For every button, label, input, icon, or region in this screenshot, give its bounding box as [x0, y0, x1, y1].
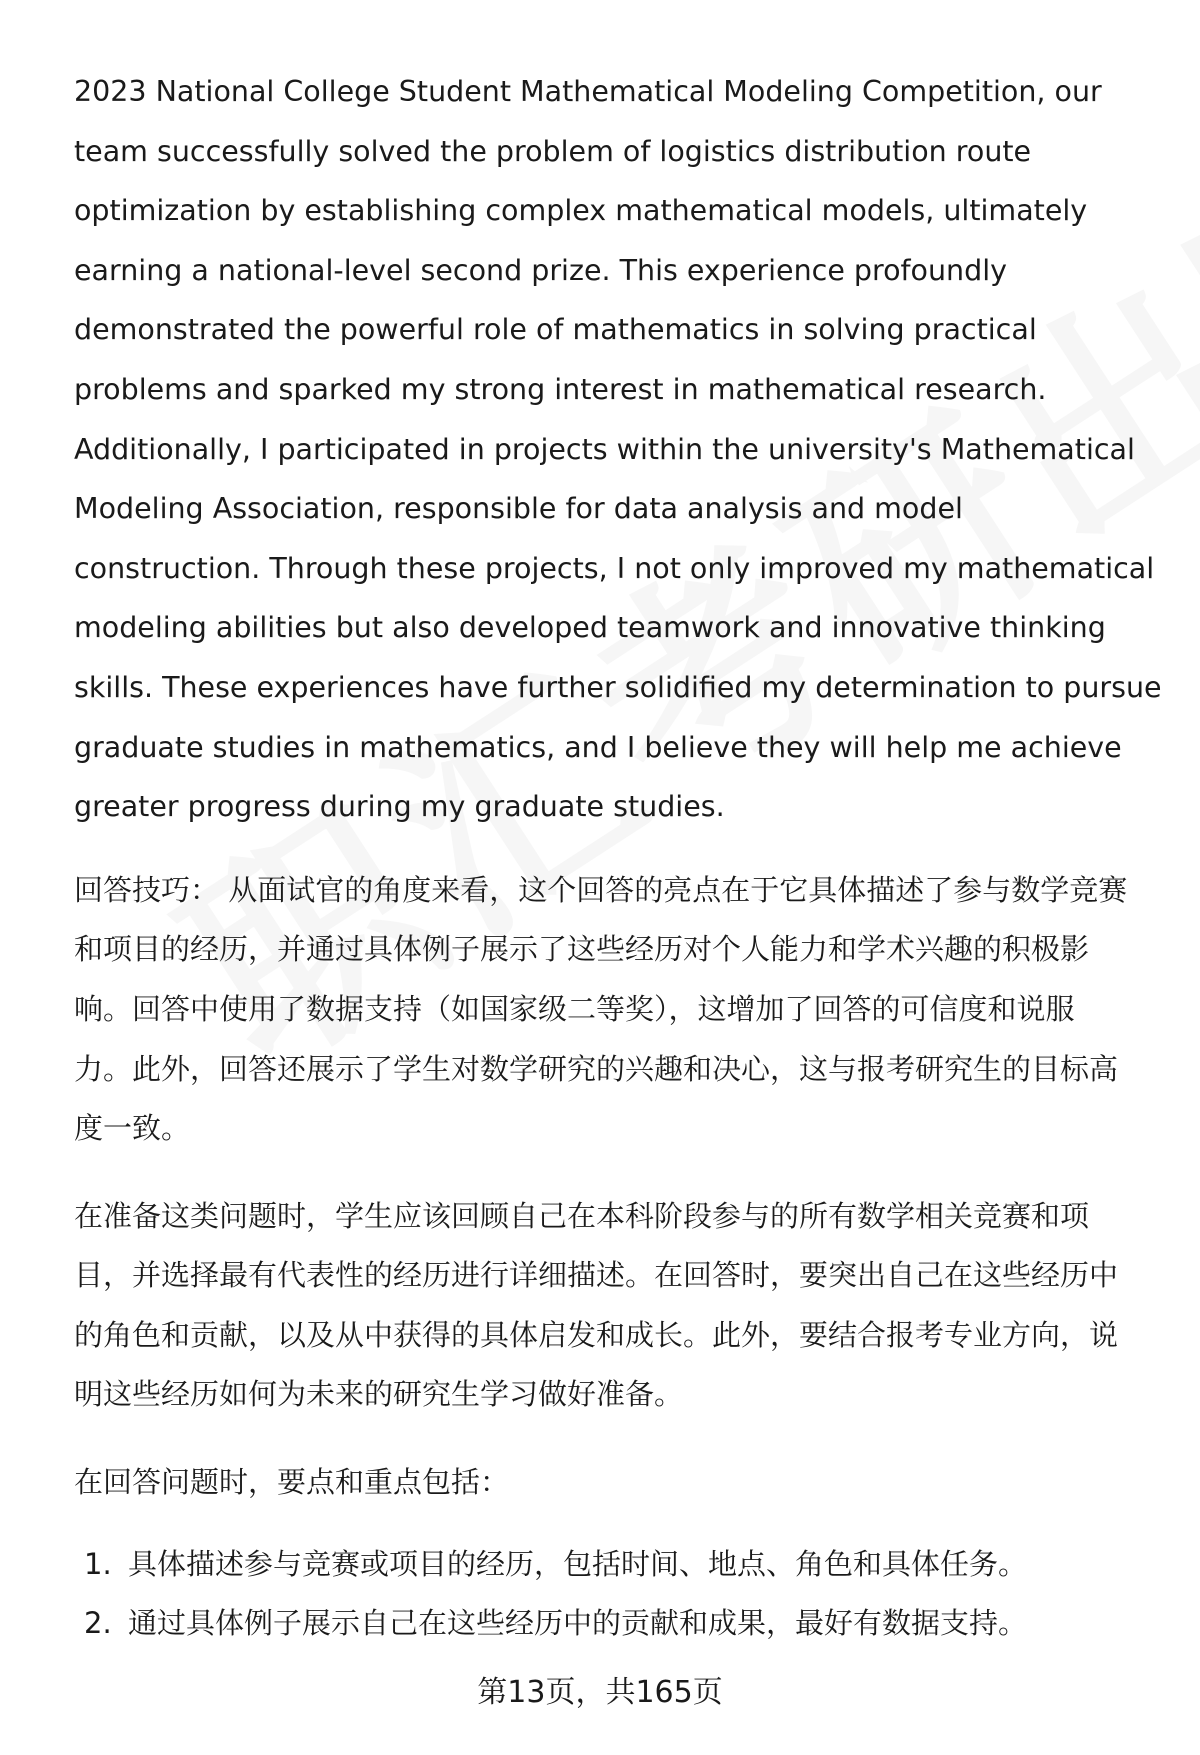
text-line: skills. These experiences have further solidified my determination to pursue	[74, 670, 1162, 704]
english-answer-paragraph	[74, 62, 1162, 837]
text-line: 目，并选择最有代表性的经历进行详细描述。在回答时，要突出自己在这些经历中	[74, 1258, 1119, 1293]
text-line: 的角色和贡献，以及从中获得的具体启发和成长。此外，要结合报考专业方向，说	[74, 1317, 1119, 1352]
text-line: 力。此外，回答还展示了学生对数学研究的兴趣和决心，这与报考研究生的目标高	[74, 1051, 1119, 1086]
paragraph-spacer	[74, 1513, 1154, 1535]
preparation-paragraph	[74, 1187, 1154, 1425]
text-line: 响。回答中使用了数据支持（如国家级二等奖），这增加了回答的可信度和说服	[74, 991, 1075, 1026]
list-item	[74, 1594, 1154, 1654]
text-line: greater progress during my graduate studies.	[74, 790, 725, 824]
page-footer	[0, 1668, 1200, 1718]
text-line: construction. Through these projects, I not only improved my mathematical	[74, 551, 1155, 585]
text-line: graduate studies in mathematics, and I believe they will help me achieve	[74, 730, 1122, 764]
paragraph-spacer	[74, 837, 1154, 861]
text-line: problems and sparked my strong interest in mathematical research.	[74, 372, 1047, 406]
paragraph-spacer	[74, 1425, 1154, 1453]
text-line: 度一致。	[74, 1111, 191, 1146]
key-points-list	[74, 1535, 1154, 1654]
text-line: 在准备这类问题时，学生应该回顾自己在本科阶段参与的所有数学相关竞赛和项	[74, 1198, 1090, 1233]
list-number: 1.	[84, 1546, 112, 1581]
key-points-intro: 在回答问题时，要点和重点包括：	[74, 1465, 510, 1500]
text-line: 和项目的经历，并通过具体例子展示了这些经历对个人能力和学术兴趣的积极影	[74, 932, 1090, 967]
list-item-text: 通过具体例子展示自己在这些经历中的贡献和成果，最好有数据支持。	[128, 1606, 1028, 1641]
text-line: modeling abilities but also developed teamwork and innovative thinking	[74, 611, 1106, 645]
text-line: team successfully solved the problem of logistics distribution route	[74, 134, 1032, 168]
text-line: earning a national-level second prize. This experience profoundly	[74, 253, 1007, 287]
text-line: 回答技巧： 从面试官的角度来看，这个回答的亮点在于它具体描述了参与数学竞赛	[74, 872, 1128, 907]
text-line: demonstrated the powerful role of mathematics in solving practical	[74, 313, 1037, 347]
page-number: 第13页，共165页	[477, 1675, 723, 1710]
text-line: Additionally, I participated in projects within the university's Mathematical	[74, 432, 1135, 466]
list-item-text: 具体描述参与竞赛或项目的经历，包括时间、地点、角色和具体任务。	[128, 1546, 1028, 1581]
list-item	[74, 1535, 1154, 1595]
page-content	[74, 62, 1162, 1654]
answer-tips-paragraph	[74, 861, 1154, 1159]
text-line: 明这些经历如何为未来的研究生学习做好准备。	[74, 1377, 684, 1412]
text-line: 2023 National College Student Mathematical Modeling Competition, our	[74, 75, 1102, 108]
list-number: 2.	[84, 1606, 112, 1641]
paragraph-spacer	[74, 1159, 1154, 1187]
text-line: Modeling Association, responsible for data analysis and model	[74, 492, 963, 526]
text-line: optimization by establishing complex mathematical models, ultimately	[74, 194, 1088, 228]
